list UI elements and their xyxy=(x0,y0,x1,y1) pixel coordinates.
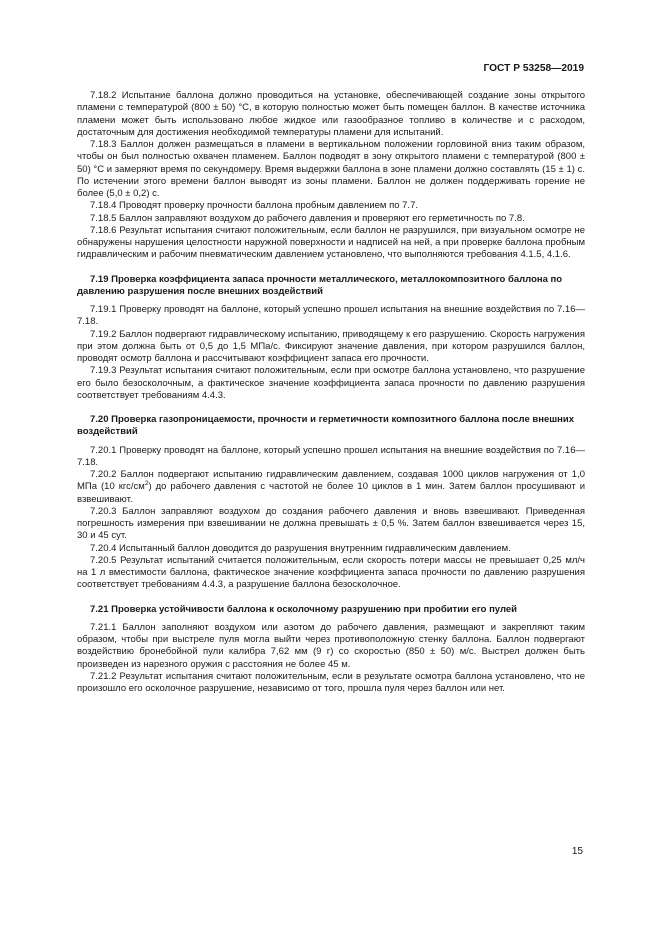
paragraph-7-18-2: 7.18.2 Испытание баллона должно проводиться на установке, обеспечивающей создание зоны открытого пламени с температурой (800 ± 50) °С, в которую полностью может быть помещен баллон. В качестве источника пламени может быть использовано любое жидкое или газообразное топливо в количестве и с расходом, достаточным для достижения необходимой температуры пламени для испытаний. xyxy=(77,90,585,138)
paragraph-7-18-5: 7.18.5 Баллон заправляют воздухом до рабочего давления и проверяют его герметичность по 7.8. xyxy=(90,212,525,224)
paragraph-7-21-1: 7.21.1 Баллон заполняют воздухом или азотом до рабочего давления, размещают и закрепляют таким образом, чтобы при выстреле пуля могла выйти через противоположную стенку баллона. Баллон подвергают воздействию бронебойной пули калибра 7,62 мм (9 г) со скоростью (850 ± 50) м/с. Выстрел должен быть произведен из нарезного оружия с расстояния не более 45 м. xyxy=(77,621,585,670)
section-heading-7-21: 7.21 Проверка устойчивости баллона к осколочному разрушению при пробитии его пулей xyxy=(90,603,517,615)
paragraph-7-18-4: 7.18.4 Проводят проверку прочности баллона пробным давлением по 7.7. xyxy=(90,200,418,212)
paragraph-7-20-3: 7.20.3 Баллон заправляют воздухом до создания рабочего давления и вновь взвешивают. Приведенная погрешность измерения при взвешивании не должна превышать ± 0,5 %. Затем баллон взвешивается через 15, 30 и 45 сут. xyxy=(77,505,585,542)
unit-superscript: 2 xyxy=(144,480,149,488)
paragraph-7-19-3: 7.19.3 Результат испытания считают положительным, если при осмотре баллона установлено, что разрушение его было безосколочным, а фактическое значение коэффициента запаса прочности по давлению разрушения соответствует требованиям 4.4.3. xyxy=(77,365,585,401)
page-number: 15 xyxy=(571,846,583,857)
paragraph-7-21-2: 7.21.2 Результат испытания считают положительным, если в результате осмотра баллона установлено, что не произошло его осколочное разрушение, независимо от того, прошла пуля через баллон или нет. xyxy=(77,670,585,694)
paragraph-7-19-1: 7.19.1 Проверку проводят на баллоне, который успешно прошел испытания на внешние воздействия по 7.16—7.18. xyxy=(77,304,585,328)
paragraph-7-19-2: 7.19.2 Баллон подвергают гидравлическому испытанию, приводящему к его разрушению. Скорость нагружения при этом должна быть от 0,5 до 1,5 МПа/с. Фиксируют значение давления, при котором разрушился баллон, проводят осмотр баллона и рассчитывают коэффициент запаса его прочности. xyxy=(77,328,585,364)
section-heading-7-20: 7.20 Проверка газопроницаемости, прочности и герметичности композитного баллона после внешних воздействий xyxy=(77,414,575,438)
paragraph-7-20-5: 7.20.5 Результат испытаний считается положительным, если скорость потери массы не превышает 0,25 мл/ч на 1 л вместимости баллона, фактическое значение коэффициента запаса прочности по давлению разрушения соответствует требованиям 4.4.3, а разрушение баллона безосколочное. xyxy=(77,554,585,591)
paragraph-7-20-2: 7.20.2 Баллон подвергают испытанию гидравлическим давлением, создавая 1000 циклов нагружения от 1,0 МПа (10 кгс/$см^2$) до рабочего давления с частотой не более 10 циклов в 1 мин. Затем баллон просушивают и взвешивают. xyxy=(77,469,585,505)
paragraph-7-18-3: 7.18.3 Баллон должен размещаться в пламени в вертикальном положении горловиной вниз таким образом, чтобы он был полностью охвачен пламенем. Баллон подводят в зону открытого пламени с температурой (800 ± 50) °С и замеряют время по секундомеру. Время выдержки баллона в зоне пламени должно составлять (15 ± 1) с. По истечении этого времени баллон выводят из зоны пламени. Баллон не должен поддерживать горение не более (5,0 ± 0,2) с. xyxy=(77,139,585,199)
document-body xyxy=(77,90,585,695)
section-heading-7-19: 7.19 Проверка коэффициента запаса прочности металлического, металлокомпозитного баллона по давлению разрушения после внешних воздействий xyxy=(77,273,563,297)
paragraph-7-20-1: 7.20.1 Проверку проводят на баллоне, который успешно прошел испытания на внешние воздействия по 7.16—7.18. xyxy=(77,444,585,468)
paragraph-7-20-4: 7.20.4 Испытанный баллон доводится до разрушения внутренним гидравлическим давлением. xyxy=(90,542,511,554)
paragraph-7-18-6: 7.18.6 Результат испытания считают положительным, если баллон не разрушился, при визуальном осмотре не обнаружены нарушения целостности наружной поверхности и надписей на ней, а при проверке баллона пробным гидравлическим и рабочим пневматическим давлением установлено, что выполняются требования 4.1.5, 4.1.6. xyxy=(77,224,585,261)
standard-header: ГОСТ Р 53258—2019 xyxy=(483,63,584,74)
